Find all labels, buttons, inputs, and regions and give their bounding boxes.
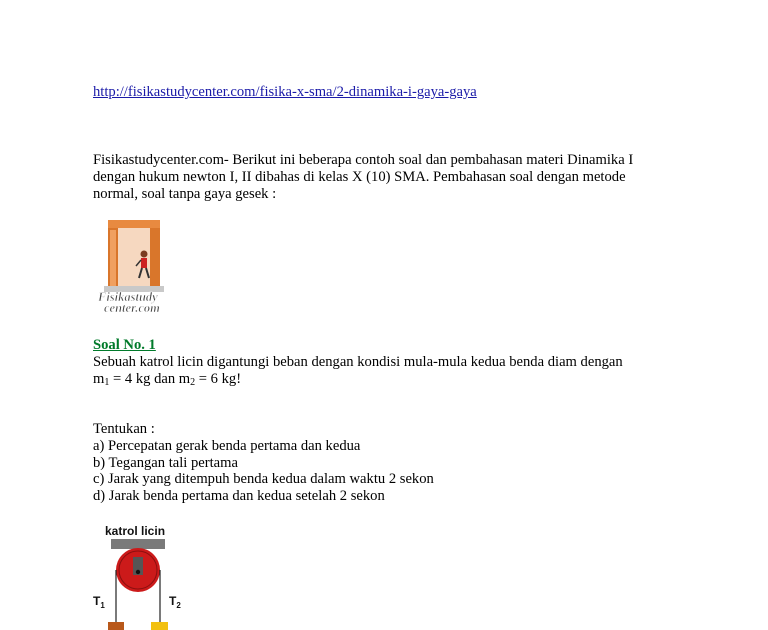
- question-item-b: b) Tegangan tali pertama: [93, 454, 238, 471]
- t1-sub: 1: [100, 601, 105, 610]
- logo-figure-body: [141, 258, 147, 268]
- t2-main: T: [169, 594, 177, 608]
- question-item-a: a) Percepatan gerak benda pertama dan kedua: [93, 438, 361, 454]
- pulley-ceiling-beam: [111, 539, 165, 549]
- m2-suffix-text: = 6 kg!: [195, 371, 242, 387]
- fisikastudy-logo-illustration: [96, 220, 180, 314]
- question-item-d: d) Jarak benda pertama dan kedua setelah 2 sekon: [93, 488, 385, 505]
- intro-line-3: normal, soal tanpa gaya gesek :: [93, 186, 277, 202]
- mass-1-block: [108, 622, 124, 630]
- m1-symbol: m: [93, 371, 105, 387]
- logo-figure-head: [141, 251, 148, 258]
- m1-subscript: 1: [104, 377, 110, 388]
- intro-line-2: dengan hukum newton I, II dibahas di kelas X (10) SMA. Pembahasan soal dengan metode: [93, 169, 626, 185]
- soal-title: Soal No. 1: [93, 337, 156, 353]
- m2-subscript: 2: [190, 377, 196, 388]
- t1-main: T: [93, 594, 101, 608]
- soal-description: Sebuah katrol licin digantungi beban dengan kondisi mula-mula kedua benda diam dengan: [93, 354, 623, 370]
- logo-text-line-1: Fisikastudy: [98, 290, 158, 304]
- logo-right-pillar: [150, 220, 160, 290]
- m1-mid-text: = 4 kg dan m: [109, 371, 191, 387]
- source-link[interactable]: http://fisikastudycenter.com/fisika-x-sma/2-dinamika-i-gaya-gaya: [93, 84, 477, 100]
- logo-left-highlight: [110, 230, 116, 288]
- tension-label-2: [169, 594, 181, 610]
- logo-top-beam: [108, 220, 160, 228]
- intro-line-1: Fisikastudycenter.com- Berikut ini beberapa contoh soal dan pembahasan materi Dinamika I: [93, 152, 634, 168]
- t2-sub: 2: [176, 601, 181, 610]
- pulley-axle: [136, 570, 140, 574]
- logo-text-line-2: center.com: [104, 301, 160, 314]
- tentukan-label: Tentukan :: [93, 421, 155, 437]
- soal-masses: [93, 371, 241, 388]
- tension-label-1: [93, 594, 105, 610]
- intro-paragraph: [93, 152, 693, 203]
- figure-title: katrol licin: [105, 524, 166, 538]
- question-item-c: c) Jarak yang ditempuh benda kedua dalam waktu 2 sekon: [93, 471, 434, 488]
- pulley-diagram: [93, 520, 203, 630]
- question-list: [93, 438, 434, 505]
- mass-2-block: [151, 622, 168, 630]
